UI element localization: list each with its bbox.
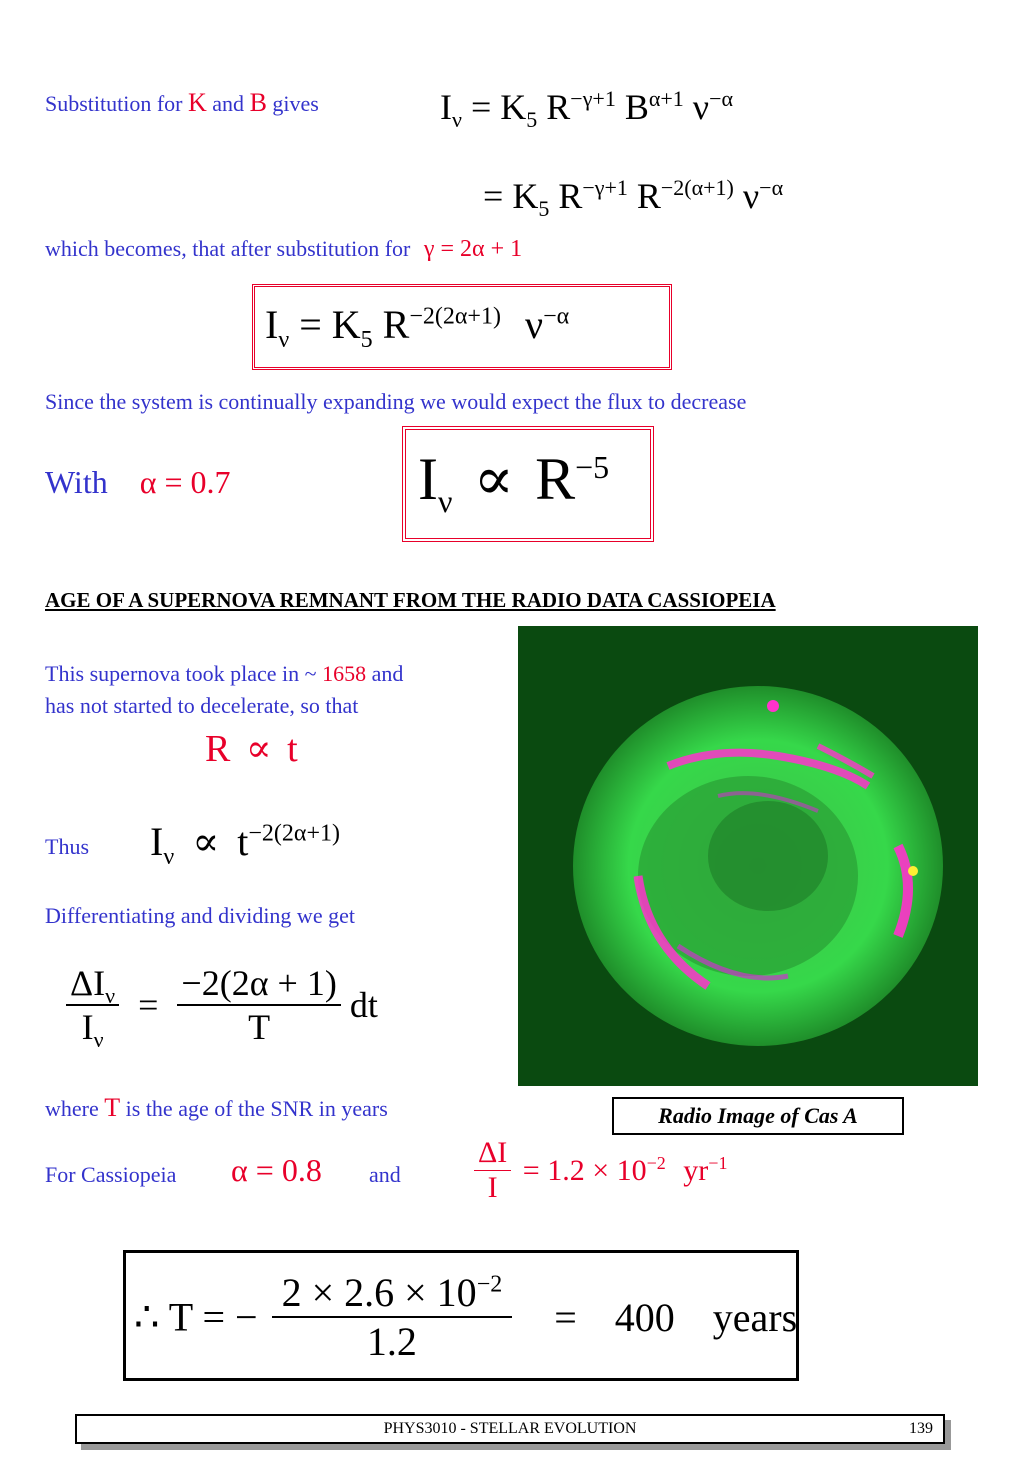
expanding-text: Since the system is continually expanding we would expect the flux to decrease [45, 389, 747, 414]
for-cassiopeia-label: For Cassiopeia [45, 1162, 177, 1187]
di-over-i: $\frac{\Delta I}{I}$ [474, 1136, 511, 1205]
footer-page-number: 139 [909, 1420, 933, 1437]
footer-title: PHYS3010 - STELLAR EVOLUTION [383, 1420, 637, 1437]
final-result-box [123, 1250, 799, 1381]
page-footer [75, 1414, 945, 1444]
section-heading: AGE OF A SUPERNOVA REMNANT FROM THE RADIO DATA CASSIOPEIA [45, 588, 776, 612]
equation-4-box [402, 426, 654, 542]
cas-a-image-graphic [518, 626, 978, 1086]
which-becomes-text: which becomes, that after substitution for γ = 2α + 1 [45, 236, 523, 262]
final-fraction: $\frac{2 \times 2.6 \times 10^{-2}}{1.2}$ [272, 1269, 513, 1365]
cas-a-radio-image [518, 626, 978, 1086]
image-caption: Radio Image of Cas A [612, 1097, 904, 1135]
equation-r-prop-t: R ∝ t [205, 728, 298, 770]
cas-rate-equation: $\frac{\Delta I}{I}$ = $1.2 \times 10^{-2}$ $yr^{-1}$ [474, 1136, 727, 1205]
final-equation: ∴ T = − $\frac{2 \times 2.6 \times 10^{-2}}{1.2}$ = 400 years [134, 1270, 798, 1364]
lhs-fraction: $\frac{\Delta I_\nu}{I_\nu}$ [66, 962, 119, 1048]
equation-3: $I_\nu = K_5$ $R^{-2(2\alpha+1)}$ $\nu^{-\alpha}$ [265, 302, 570, 353]
equation-differential: $\frac{\Delta I_\nu}{I_\nu}$ = $\frac{-2(2\alpha + 1)}{T}$ dt [66, 962, 378, 1048]
equation-2: = $K_5$ $R^{-\gamma+1}$ $R^{-2(\alpha+1)}$ $\nu^{-\alpha}$ [483, 175, 784, 222]
cas-alpha: α = 0.8 [231, 1152, 322, 1188]
supernova-paragraph: This supernova took place in ~ 1658 and has not started to decelerate, so that [45, 661, 404, 718]
where-text: where T is the age of the SNR in years [45, 1093, 388, 1122]
substitution-text: Substitution for K and B gives [45, 88, 319, 117]
differentiating-text: Differentiating and dividing we get [45, 903, 355, 928]
and-label: and [369, 1162, 401, 1187]
equation-thus: $I_\nu \propto t^{-2(2\alpha+1)}$ [150, 819, 341, 870]
equation-4: $I_\nu \propto R^{-5}$ [418, 446, 610, 519]
rhs-fraction: $\frac{-2(2\alpha + 1)}{T}$ [177, 962, 340, 1048]
equation-1: $I_\nu = K_5$ $R^{-\gamma+1}$ $B^{\alpha+1}$ $\nu^{-\alpha}$ [440, 86, 733, 133]
thus-label: Thus [45, 834, 89, 859]
equation-3-box [252, 284, 672, 370]
with-alpha: With α = 0.7 [45, 464, 231, 500]
